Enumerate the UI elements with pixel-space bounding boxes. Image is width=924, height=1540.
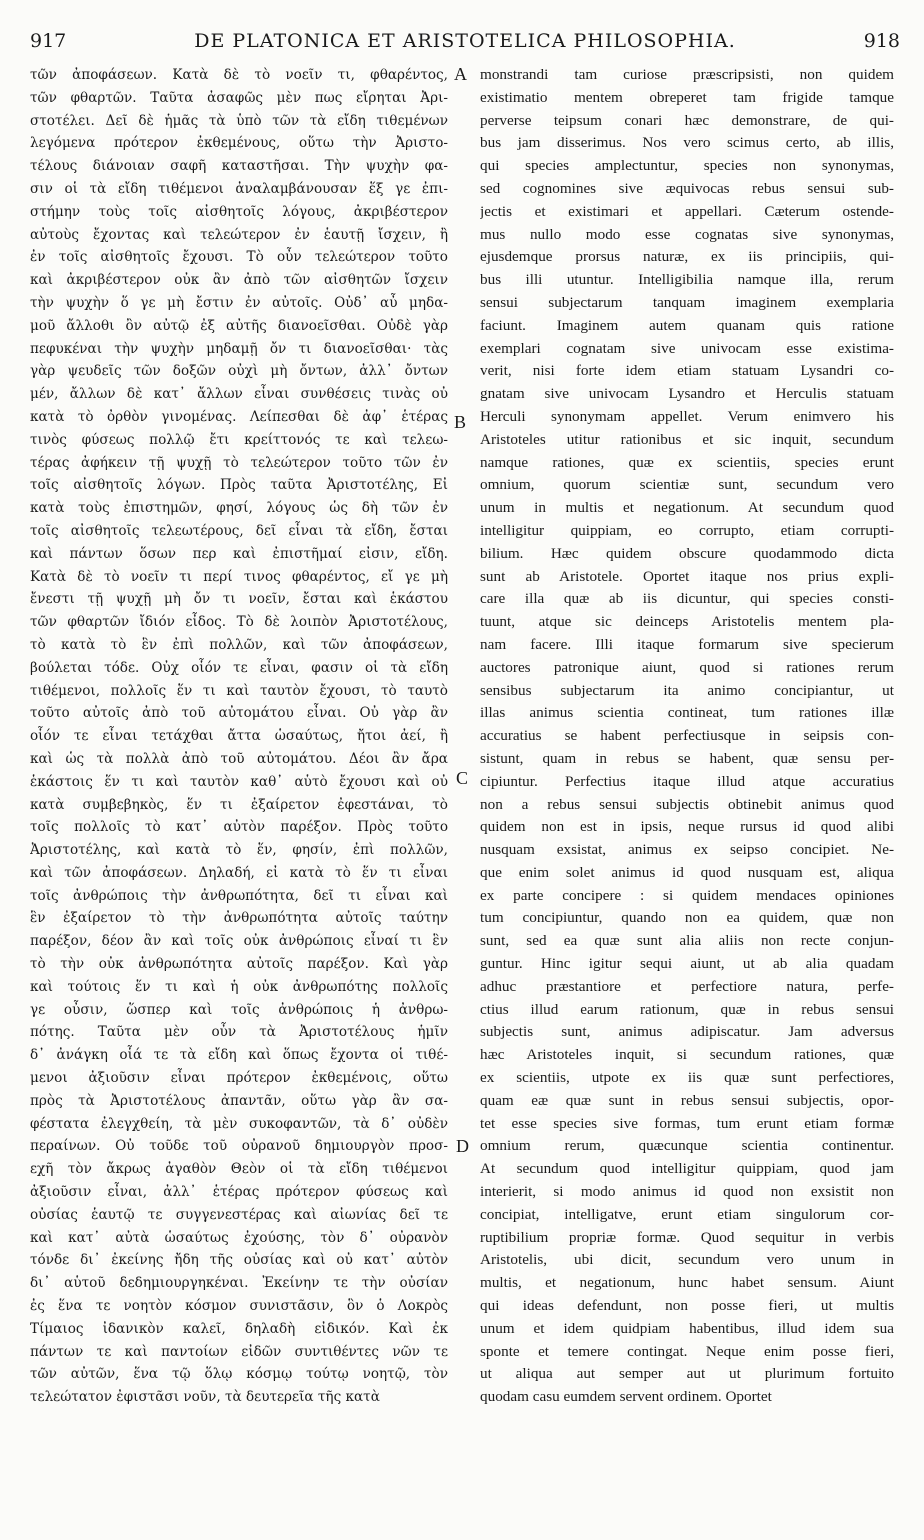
latin-text-line: que enim solet animus id quod nusquam est, aliqua [480,863,894,881]
latin-text-line: adhuc præstantiore et perfectiore natura, perfe- [480,977,894,995]
greek-text-line: γὰρ ψευδεῖς τῶν δοξῶν οὐχὶ μὴ ὄντων, ἀλλ᾽ ὄντων [30,363,448,380]
greek-text-line: τέλους διάνοιαν σαφῆ καταστῆσαι. Τὴν ψυχὴν φα- [30,158,448,175]
latin-text-line: guntur. Hinc igitur sequi aiunt, ut ab alia quadam [480,955,894,973]
greek-text-line: τῶν αὐτῶν, ἕνα τῷ ὅλῳ κόσμῳ τούτῳ νοητῷ, τὸν [30,1366,448,1383]
greek-text-line: περαίνων. Οὐ τοῦδε τοῦ οὐρανοῦ δημιουργὸν προσ- [30,1138,448,1155]
latin-text-line: bilium. Hæc quidem obscure quodammodo dicta [480,544,894,562]
latin-text-line: unum in multis et negationum. At secundum quod [480,499,894,517]
latin-text-line: accuratius se habent perfectiusque in seipsis con- [480,727,894,745]
greek-text-line: τοῖς ἀνθρώποις τὴν ἀνθρωπότητα, δεῖ τι εἶναι καὶ [30,887,448,904]
greek-text-line: μοῦ ἄλλοθι ὂν αὐτῷ ἐξ αὐτῆς διανοεῖσθαι. Οὐδὲ γὰρ [30,317,448,334]
greek-text-line: φέστατα ἐλεγχθείη, τὰ μὲν συκοφαντῶν, τὰ δ᾽ οὐδὲν [30,1115,448,1132]
latin-text-line: auctores patronique aiunt, quod si rationes rerum [480,658,894,676]
running-header [30,30,900,58]
greek-text-line: εχῆ τὸν ἄκρως ἀγαθὸν Θεὸν οἱ τὰ εἴδη τιθέμενοι [30,1161,448,1178]
latin-text-line: tum concipiuntur, quando non ea quidem, quæ non [480,909,894,927]
greek-text-line: μέν, ἄλλων δὲ κατ᾽ ἄλλων εἶναι συνθέσεις τινὰς οὐ [30,386,448,403]
section-marker-b: B [454,412,467,432]
greek-text-line: δι᾽ αὑτοῦ δεδημιουργηκέναι. Ἐκείνην τε τὴν οὐσίαν [30,1275,448,1292]
greek-text-line: Κατὰ δὲ τὸ νοεῖν τι περί τινος φθαρέντος, εἴ γε μὴ [30,568,448,585]
greek-text-line: ἓν ἐξαίρετον τὸ τὴν ἀνθρωπότητα αὐτοῖς ταύτην [30,910,448,927]
latin-text-line: jectis et existimari et appellari. Cæterum ostende- [480,202,894,220]
greek-text-line: τῶν φθαρτῶν ἴδιόν εἶδος. Τὸ δὲ λοιπὸν Ἀριστοτέλους, [30,614,448,631]
greek-text-line: τελεώτατον ἐφιστᾶσι νοῦν, τὰ δευτερεῖα τῆς κατὰ [30,1389,380,1406]
latin-text-line: monstrandi tam curiose præscripsisti, non quidem [480,66,894,83]
greek-text-line: τοῖς αἰσθητοῖς λόγων. Πρὸς ταῦτα Ἀριστοτέλης, Εἰ [30,477,448,494]
greek-column [30,64,448,1409]
greek-text-line: οὐσίας ἑαυτῷ τε συγγενεστέρας καὶ αἰωνίας δεῖ τε [30,1206,448,1223]
page-number-left: 917 [30,30,67,52]
greek-text-line: βούλεται τόδε. Οὐχ οἷόν τε εἶναι, φασιν οἱ τὰ εἴδη [30,659,448,676]
greek-text-line: πρὸς τὰ Ἀριστοτέλους ἀπαντᾶν, οὕτω γὰρ ἂν σα- [30,1092,448,1109]
greek-text-line: κατὰ συμβεβηκὸς, ἕν τι ἐξαίρετον ἐφεστάναι, τὸ [30,796,448,813]
greek-text-line: γε οὖσιν, ὥσπερ καὶ τοῖς ἀνθρώποις ἡ ἀνθρω- [30,1001,448,1018]
latin-text-line: qui ideas defendunt, non posse fieri, ut multis [480,1297,894,1315]
greek-text-line: τῶν φθαρτῶν. Ταῦτα ἀσαφῶς μὲν πως εἴρηται Ἀρι- [30,89,448,106]
latin-text-line: bus jam disserimus. Nos vero scimus certo, ab illis, [480,134,894,152]
latin-text-line: At secundum quod intelligitur quippiam, quod jam [480,1160,894,1178]
latin-text-line: bus illi utuntur. Intelligibilia namque illa, rerum [480,271,894,289]
latin-text-line: perverse teipsum conari hæc demonstrare, de qui- [480,111,894,129]
latin-text-line: sed cognomines sive æquivocas rebus sensui sub- [480,179,894,197]
latin-text-line: sistunt, quam in rebus se habent, quæ sensu per- [480,749,894,767]
greek-text-line: μενοι ἀξιοῦσιν εἶναι πρότερον ἐκθεμένοις, οὕτω [30,1070,448,1087]
latin-text-line: exemplari cognatam sive univocam esse existima- [480,339,894,357]
latin-text-line: sensui subjectarum tanquam imaginem exemplaria [480,293,894,311]
section-marker-d: D [456,1136,469,1156]
greek-text-line: Ἀριστοτέλης, καὶ κατὰ τὸ ἕν, φησίν, ἐπὶ πολλῶν, [30,842,448,859]
greek-text-line: τοῖς πολλοῖς τὸ κατ᾽ αὐτὸν παρέξον. Πρὸς τοῦτο [30,819,448,836]
greek-text-line: τιθέμενοι, πολλοῖς ἕν τι καὶ ταυτὸν ἔχουσι, τὸ ταυτὸ [30,682,448,699]
latin-text-line: nam facere. Illi itaque formarum sive specierum [480,635,894,653]
greek-text-line: Τίμαιος ἰδανικὸν καλεῖ, δηλαδὴ εἰδικόν. Καὶ ἐκ [30,1320,448,1337]
greek-text-line: τέρας ἀφήκειν τῇ ψυχῇ τὸ τελεώτερον τοῦτο τῶν ἐν [30,454,448,471]
greek-text-line: τινὸς φύσεως πολλῷ ἔτι κρείττονός τε καὶ τελεω- [30,431,448,448]
latin-text-line: ruptibilium propriæ formæ. Quod sequitur in verbis [480,1228,894,1246]
latin-text-line: ut aliqua aut semper aut ut plurimum fortuito [480,1365,894,1383]
section-marker-a: A [454,64,467,84]
greek-text-line: καὶ τῶν ἀποφάσεων. Δηλαδή, εἰ κατὰ τὸ ἕν τι εἶναι [30,864,448,881]
greek-text-line: οἷόν τε εἶναι τετάχθαι ἄττα ὡσαύτως, ἤτοι ἀεί, ἢ [30,728,448,745]
latin-text-line: cipiuntur. Perfectius itaque illud atque accuratius [480,772,894,790]
greek-text-line: παρέξον, δέον ἂν καὶ τοῖς οὐκ ἀνθρώποις εἶναί τι ἓν [30,933,448,950]
latin-text-line: gnatam sive univocam Lysandro et Herculis statuam [480,385,894,403]
greek-text-line: καὶ πάντων ὅσων περ καὶ ἐπιστῆμαί εἰσιν, εἴδη. [30,545,448,562]
greek-text-line: αὐτοὺς ἔχοντας καὶ τελεώτερον ἐν ἑαυτῇ ἴσχειν, ἢ [30,226,448,243]
greek-text-line: τόνδε δι᾽ ἐκείνης ἤδη τῆς οὐσίας καὶ οὐ κατ᾽ αὐτὸν [30,1252,448,1269]
latin-text-line: sensibus subjectarum ita animo concipiantur, ut [480,681,894,699]
greek-text-line: ἑκάστοις ἕν τι καὶ ταυτὸν καθ᾽ αὑτὸ ἔχουσι καὶ οὐ [30,773,448,790]
greek-text-line: πότης. Ταῦτα μὲν οὖν τὰ Ἀριστοτέλους ἡμῖν [30,1024,448,1041]
greek-text-line: στοτέλει. Δεῖ δὲ ἡμᾶς τὰ ὑπὸ τῶν τὰ εἴδη τιθεμένων [30,112,448,129]
greek-text-line: τὸ τὴν οὐκ ἀνθρωπότητα αὐτοῖς παρέξον. Καὶ γὰρ [30,956,448,973]
latin-text-line: existimatio mentem obreperet tam frigide tamque [480,88,894,106]
greek-text-line: κατὰ τὸ ὀρθὸν γινομένας. Λείπεσθαι δὲ ἀφ᾽ ἑτέρας [30,408,448,425]
greek-text-line: στήμην τοὺς τοῖς αἰσθητοῖς λόγους, ἀκριβέστερον [30,203,448,220]
latin-text-line: namque rationes, quæ ex scientiis, species erunt [480,453,894,471]
latin-text-line: verit, nisi forte idem etiam statuam Lysandri co- [480,362,894,380]
latin-text-line: intelligitur quippiam, eo corrupto, etiam corrupti- [480,521,894,539]
greek-text-line: κατὰ τοὺς ἐπιστημῶν, φησί, λόγους ὡς δὴ τῶν ἐν [30,500,448,517]
greek-text-line: λεγόμενα πρότερον ἐκθεμένους, οὕτω τὴν Ἀριστο- [30,135,448,152]
latin-text-line: non a rebus sensui subjectis obtinebit animus quod [480,795,894,813]
greek-text-line: τὸ κατὰ τὸ ἓν ἐπὶ πολλῶν, καὶ τῶν ἀποφάσεων, [30,636,448,653]
latin-text-line: ctius illud earum rationum, quæ in rebus sensui [480,1000,894,1018]
greek-text-line: καὶ ἀκριβέστερον οὐκ ἂν ἀπὸ τῶν αἰσθητῶν ἴσχειν [30,272,448,289]
latin-text-line: quidem non est in ipsis, neque rursus id quod alibi [480,818,894,836]
latin-text-line: Aristoteles utitur rationibus et sic inquit, secundum [480,430,894,448]
latin-text-line: ex parte concipere : si quidem mendaces opiniones [480,886,894,904]
latin-text-line: unum et idem quidpiam habentibus, illud idem sua [480,1319,894,1337]
greek-text-line: καὶ ὡς τὰ πολλὰ ἀπὸ τοῦ αὐτομάτου. Δέοι ἂν ἄρα [30,750,448,767]
greek-text-line: δ᾽ ἀνάγκη οἷά τε τὰ εἴδη καὶ ὅπως ἔχοντα οἱ τιθέ- [30,1047,448,1064]
latin-text-line: omnium rerum, quæcunque scientia continentur. [480,1137,894,1155]
greek-text-line: τοῖς αἰσθητοῖς τελεωτέρους, δεῖ εἶναι τὰ εἴδη, ἔσται [30,522,448,539]
latin-text-line: omnium, quorum scientiæ sunt, secundum vero [480,476,894,494]
latin-text-line: qui species amplectuntur, species non synonymas, [480,157,894,175]
greek-text-line: τὴν ψυχὴν ὅ γε μὴ ἔστιν ἐν αὐτοῖς. Οὐδ᾽ αὖ μηδα- [30,294,448,311]
latin-text-line: care illa quæ ab iis dicuntur, qui species consti- [480,590,894,608]
latin-text-line: hæc Aristoteles inquit, si secundum rationes, quæ [480,1046,894,1064]
greek-text-line: ἐν τοῖς αἰσθητοῖς ἔχουσι. Τὸ οὖν τελεώτερον τοῦτο [30,249,448,266]
latin-text-line: quodam casu eumdem servent ordinem. Oportet [480,1388,772,1406]
greek-text-line: ἐς ἕνα τε νοητὸν κόσμον συνιστᾶσιν, ὃν ὁ Λοκρὸς [30,1298,448,1315]
latin-text-line: ejusdemque prorsus naturæ, ex iis principiis, qui- [480,248,894,266]
latin-text-line: illas animus scientia contineat, tum rationes illæ [480,704,894,722]
latin-column [480,64,894,1409]
latin-text-line: sunt ab Aristotele. Oportet itaque nos prius expli- [480,567,894,585]
running-title: DE PLATONICA ET ARISTOTELICA PHILOSOPHIA. [194,30,736,52]
latin-text-line: mus nullo modo esse cognatas sive synonymas, [480,225,894,243]
greek-text-line: πεφυκέναι τὴν ψυχὴν μηδαμῇ ὄν τι διανοεῖσθαι· τὰς [30,340,448,357]
section-marker-c: C [456,768,469,788]
latin-text-line: sunt, sed ea quæ sunt alia aliis non recte conjun- [480,932,894,950]
latin-text-line: ex scientiis, utpote ex iis quæ sunt perfectiores, [480,1069,894,1087]
greek-text-line: πάντων τε καὶ παντοίων εἰδῶν συντιθέντες νῶν τε [30,1343,448,1360]
latin-text-line: concipiat, intelligatve, erunt etiam singulorum cor- [480,1205,894,1223]
greek-text-line: καὶ τούτοις ἕν τι καὶ ἡ οὐκ ἀνθρωπότης πολλοῖς [30,978,448,995]
greek-text-line: σιν οἱ τὰ εἴδη τιθέμενοι ἀναλαμβάνουσαν ἕξ γε ἐπι- [30,180,448,197]
greek-text-line: ἔνεστι τῇ ψυχῇ μὴ ὄν τι νοεῖν, ἔσται καὶ ἑκάστου [30,591,448,608]
latin-text-line: subjectis sunt, animus adipiscatur. Jam adversus [480,1023,894,1041]
latin-text-line: sponte et temere contingat. Neque enim posse fieri, [480,1342,894,1360]
latin-text-line: quam eæ quæ sunt in rebus sensui subjectis, opor- [480,1091,894,1109]
latin-text-line: Aristotelis, ubi dicit, secundum vero unum in [480,1251,894,1269]
latin-text-line: Herculi synonymam appellet. Verum enimvero his [480,407,894,425]
latin-text-line: faciunt. Imaginem autem quanam quis ratione [480,316,894,334]
greek-text-line: τῶν ἀποφάσεων. Κατὰ δὲ τὸ νοεῖν τι, φθαρέντος, [30,67,448,83]
latin-text-line: nusquam exsistat, animus ex seipso concipiet. Ne- [480,841,894,859]
latin-text-line: multis, et negationum, hunc habet sensum. Aiunt [480,1274,894,1292]
greek-text-line: ἀξιοῦσιν εἶναι, ἀλλ᾽ ἑτέρας πρότερον φύσεως καὶ [30,1184,448,1201]
latin-text-line: tet esse species sive formas, tum erunt etiam formæ [480,1114,894,1132]
greek-text-line: καὶ κατ᾽ αὐτὰ ὡσαύτως ἐχούσης, τὸν δ᾽ οὐρανὸν [30,1229,448,1246]
page-number-right: 918 [863,30,900,52]
latin-text-line: tuunt, atque sic deinceps Aristotelis mentem pla- [480,613,894,631]
greek-text-line: τοῦτο αὐτοῖς ἀπὸ τοῦ αὐτομάτου εἶναι. Οὐ γὰρ ἂν [30,705,448,722]
latin-text-line: interierit, si modo animus id quod non exsistit non [480,1183,894,1201]
